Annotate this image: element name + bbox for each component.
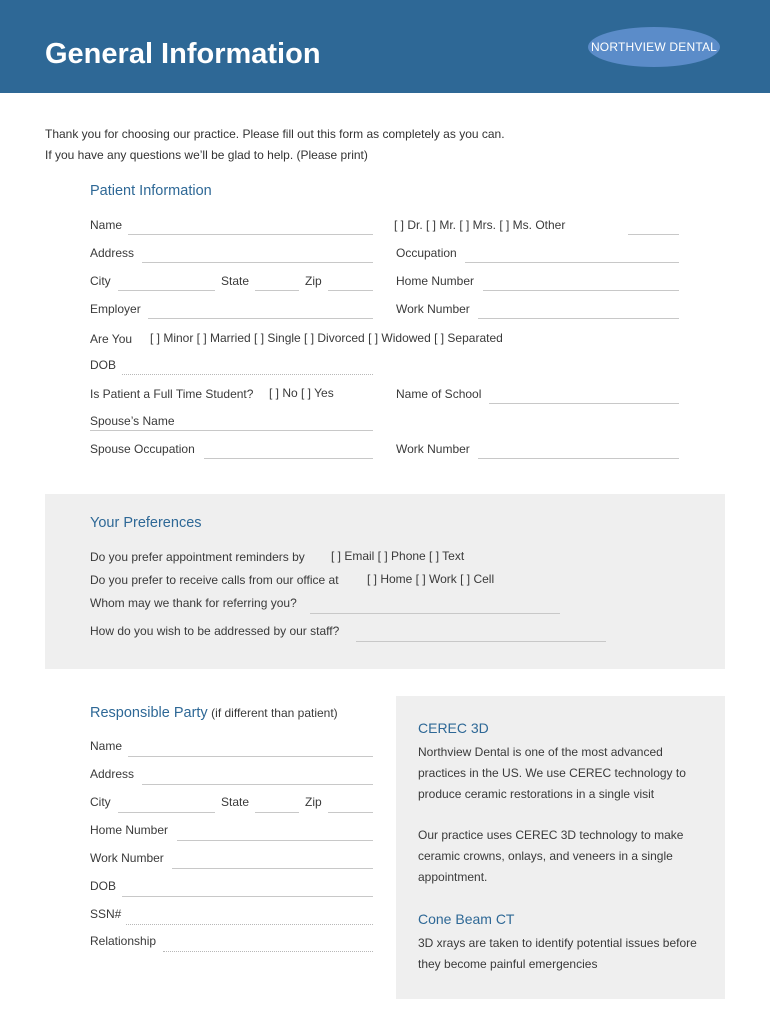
resp-name-label: Name [90, 739, 123, 753]
resp-city-label: City [90, 795, 111, 809]
cerec-paragraph-2: Our practice uses CEREC 3D technology to make ceramic crowns, onlays, and veneers in a single appointment. [418, 828, 684, 884]
resp-ssn-label: SSN# [90, 907, 122, 921]
patient-occupation-field[interactable] [465, 262, 679, 263]
reminders-options[interactable]: [ ] Email [ ] Phone [ ] Text [331, 549, 465, 563]
patient-student-options[interactable]: [ ] No [ ] Yes [269, 386, 334, 400]
intro-line-2: If you have any questions we’ll be glad to help. (Please print) [45, 148, 368, 162]
resp-work-number-field[interactable] [172, 868, 373, 869]
patient-city-label: City [90, 274, 111, 288]
resp-dob-field[interactable] [122, 896, 373, 897]
practice-logo: NORTHVIEW DENTAL [588, 27, 720, 67]
patient-school-field[interactable] [489, 403, 679, 404]
spouse-occupation-label: Spouse Occupation [90, 442, 195, 456]
patient-occupation-label: Occupation [396, 246, 457, 260]
resp-work-number-label: Work Number [90, 851, 164, 865]
cone-beam-title: Cone Beam CT [418, 911, 515, 927]
resp-zip-label: Zip [305, 795, 322, 809]
patient-name-label: Name [90, 218, 123, 232]
resp-address-field[interactable] [142, 784, 373, 785]
spouse-occupation-field[interactable] [204, 458, 373, 459]
patient-city-field[interactable] [118, 290, 215, 291]
resp-home-number-label: Home Number [90, 823, 169, 837]
patient-employer-field[interactable] [148, 318, 373, 319]
patient-zip-label: Zip [305, 274, 322, 288]
page-title: General Information [45, 38, 321, 70]
spouse-work-number-label: Work Number [396, 442, 470, 456]
resp-dob-label: DOB [90, 879, 117, 893]
spouse-work-number-field[interactable] [478, 458, 679, 459]
patient-are-you-label: Are You [90, 332, 133, 346]
address-preference-field[interactable] [356, 641, 606, 642]
cone-beam-paragraph: 3D xrays are taken to identify potential issues before they become painful emergencies [418, 936, 697, 971]
referral-question: Whom may we thank for referring you? [90, 596, 297, 610]
patient-student-question: Is Patient a Full Time Student? [90, 387, 254, 401]
patient-zip-field[interactable] [328, 290, 373, 291]
patient-title-options[interactable]: [ ] Dr. [ ] Mr. [ ] Mrs. [ ] Ms. Other [394, 218, 566, 232]
patient-work-number-field[interactable] [478, 318, 679, 319]
resp-zip-field[interactable] [328, 812, 373, 813]
resp-home-number-field[interactable] [177, 840, 373, 841]
patient-dob-label: DOB [90, 358, 117, 372]
patient-school-label: Name of School [396, 387, 482, 401]
resp-ssn-field[interactable] [126, 924, 373, 925]
patient-title-other-field[interactable] [628, 234, 679, 235]
resp-relationship-label: Relationship [90, 934, 157, 948]
patient-name-field[interactable] [128, 234, 373, 235]
patient-home-number-label: Home Number [396, 274, 475, 288]
resp-state-label: State [221, 795, 250, 809]
responsible-section-subtitle: (if different than patient) [211, 706, 338, 720]
patient-dob-field[interactable] [122, 374, 373, 375]
patient-section-title: Patient Information [90, 183, 212, 199]
preferences-section-title: Your Preferences [90, 515, 202, 531]
patient-state-label: State [221, 274, 250, 288]
responsible-section-title: Responsible Party [90, 705, 208, 721]
referral-field[interactable] [310, 613, 560, 614]
intro-line-1: Thank you for choosing our practice. Please fill out this form as completely as you can. [45, 127, 505, 141]
patient-status-options[interactable]: [ ] Minor [ ] Married [ ] Single [ ] Divorced [ ] Widowed [ ] Separated [150, 331, 503, 345]
patient-home-number-field[interactable] [483, 290, 679, 291]
calls-question: Do you prefer to receive calls from our office at [90, 573, 339, 587]
address-preference-question: How do you wish to be addressed by our staff? [90, 624, 340, 638]
reminders-question: Do you prefer appointment reminders by [90, 550, 305, 564]
patient-work-number-label: Work Number [396, 302, 470, 316]
resp-name-field[interactable] [128, 756, 373, 757]
resp-relationship-field[interactable] [163, 951, 373, 952]
spouse-name-label: Spouse’s Name [90, 414, 175, 428]
calls-options[interactable]: [ ] Home [ ] Work [ ] Cell [367, 572, 495, 586]
patient-state-field[interactable] [255, 290, 299, 291]
resp-city-field[interactable] [118, 812, 215, 813]
responsible-section-heading [90, 705, 338, 721]
resp-state-field[interactable] [255, 812, 299, 813]
patient-employer-label: Employer [90, 302, 141, 316]
spouse-name-field[interactable] [90, 430, 373, 431]
cerec-title: CEREC 3D [418, 720, 489, 736]
cerec-paragraph-1: Northview Dental is one of the most advanced practices in the US. We use CEREC technology to produce ceramic restorations in a single visit [418, 745, 686, 801]
patient-address-field[interactable] [142, 262, 373, 263]
resp-address-label: Address [90, 767, 135, 781]
patient-address-label: Address [90, 246, 135, 260]
